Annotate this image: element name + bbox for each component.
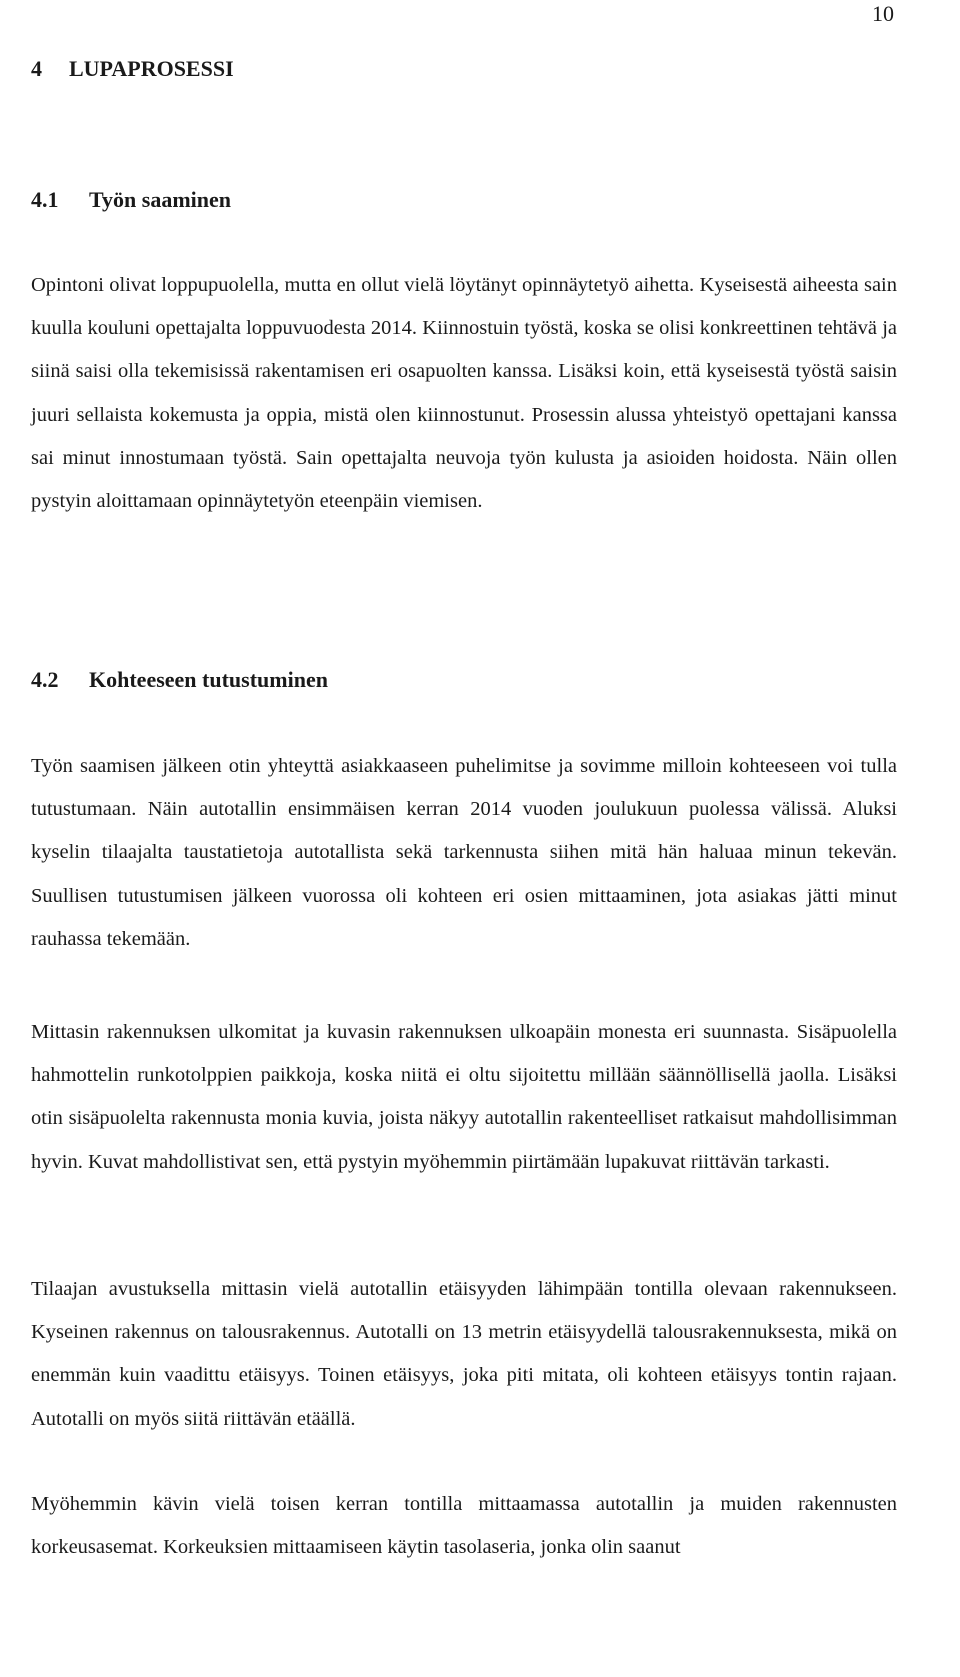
chapter-title: LUPAPROSESSI xyxy=(69,56,234,81)
paragraph: Opintoni olivat loppupuolella, mutta en ollut vielä löytänyt opinnäytetyö aihetta. Kyseisestä aiheesta sain kuulla kouluni opettajalta loppuvuodesta 2014. Kiinnostuin työstä, koska se olisi konkreettinen tehtävä ja siinä saisi olla tekemisissä rakentamisen eri osapuolten kanssa. Lisäksi koin, että kyseisestä työstä saisin juuri sellaista kokemusta ja oppia, mistä olen kiinnostunut. Prosessin alussa yhteistyö opettajani kanssa sai minut innostumaan työstä. Sain opettajalta neuvoja työn kulusta ja asioiden hoidosta. Näin ollen pystyin aloittamaan opinnäytetyön eteenpäin viemisen. xyxy=(31,274,897,513)
chapter-heading xyxy=(31,55,234,83)
section-heading xyxy=(31,666,328,694)
section-heading xyxy=(31,186,231,214)
paragraph: Myöhemmin kävin vielä toisen kerran tontilla mittaamassa autotallin ja muiden rakennusten korkeusasemat. Korkeuksien mittaamiseen käytin tasolaseria, jonka olin saanut xyxy=(31,1493,897,1559)
section-title: Työn saaminen xyxy=(89,187,232,212)
paragraph: Mittasin rakennuksen ulkomitat ja kuvasin rakennuksen ulkoapäin monesta eri suunnasta. Sisäpuolella hahmottelin runkotolppien paikkoja, koska niitä ei oltu sijoitettu millään säännöllisellä jaolla. Lisäksi otin sisäpuolelta rakennusta monia kuvia, joista näkyy autotallin rakenteelliset ratkaisut mahdollisimman hyvin. Kuvat mahdollistivat sen, että pystyin myöhemmin piirtämään lupakuvat riittävän tarkasti. xyxy=(31,1021,897,1173)
paragraph: Työn saamisen jälkeen otin yhteyttä asiakkaaseen puhelimitse ja sovimme milloin kohteeseen voi tulla tutustumaan. Näin autotallin ensimmäisen kerran 2014 vuoden joulukuun puolessa välissä. Aluksi kyselin tilaajalta taustatietoja autotallista sekä tarkennusta siihen mitä hän haluaa minun tekevän. Suullisen tutustumisen jälkeen vuorossa oli kohteen eri osien mittaaminen, jota asiakas jätti minut rauhassa tekemään. xyxy=(31,755,897,950)
paragraph: Tilaajan avustuksella mittasin vielä autotallin etäisyyden lähimpään tontilla olevaan rakennukseen. Kyseinen rakennus on talousrakennus. Autotalli on 13 metrin etäisyydellä talousrakennuksesta, mikä on enemmän kuin vaadittu etäisyys. Toinen etäisyys, joka piti mitata, oli kohteen etäisyys tontin rajaan. Autotalli on myös siitä riittävän etäällä. xyxy=(31,1278,897,1430)
section-number: 4.1 xyxy=(31,187,59,212)
section-number: 4.2 xyxy=(31,667,59,692)
chapter-number: 4 xyxy=(31,56,42,81)
page-number: 10 xyxy=(872,1,894,26)
section-title: Kohteeseen tutustuminen xyxy=(89,667,328,692)
